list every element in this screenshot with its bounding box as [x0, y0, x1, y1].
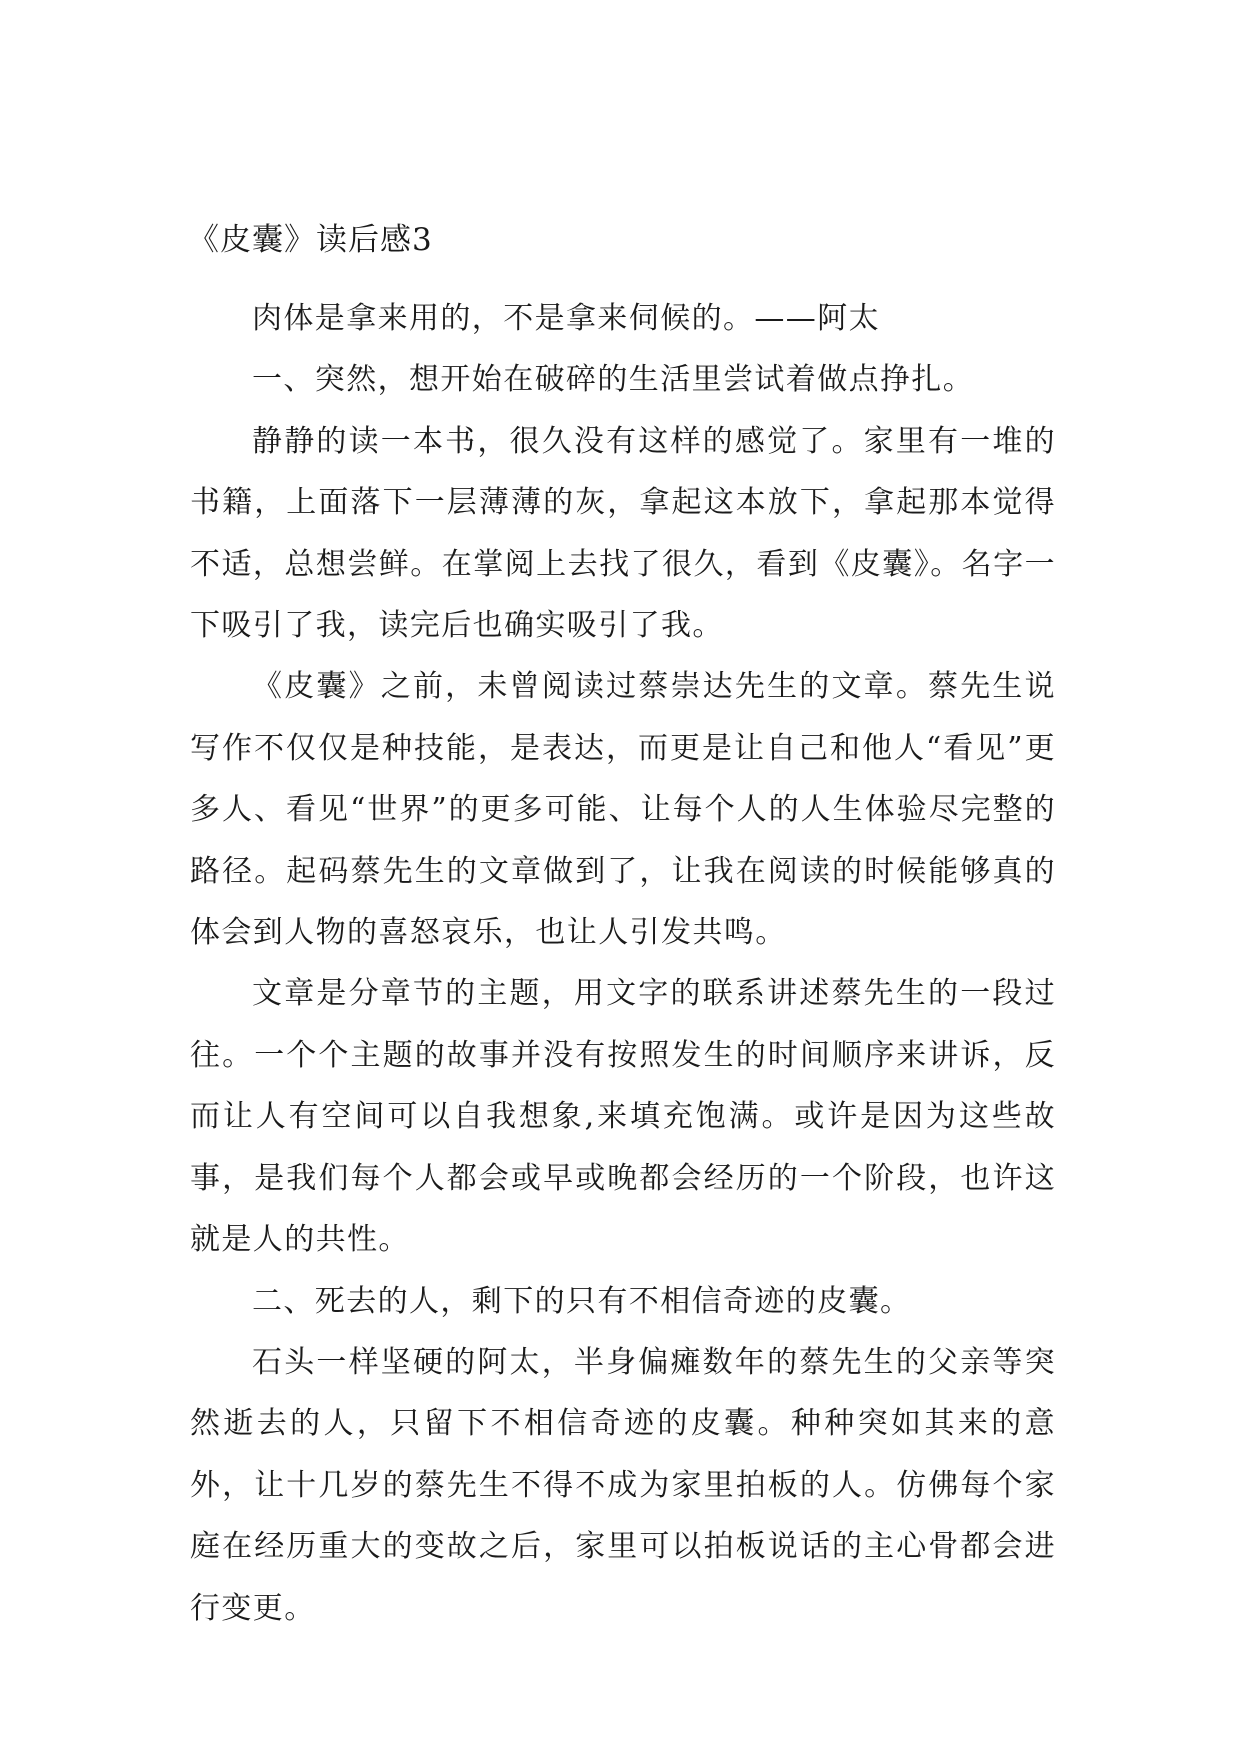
- paragraph: 《皮囊》之前，未曾阅读过蔡崇达先生的文章。蔡先生说写作不仅仅是种技能，是表达，而更是让自己和他人“看见”更多人、看见“世界”的更多可能、让每个人的人生体验尽完整的路径。起码蔡先生的文章做到了，让我在阅读的时候能够真的体会到人物的喜怒哀乐，也让人引发共鸣。: [190, 669, 1056, 951]
- paragraph: 石头一样坚硬的阿太，半身偏瘫数年的蔡先生的父亲等突然逝去的人，只留下不相信奇迹的皮囊。种种突如其来的意外，让十几岁的蔡先生不得不成为家里拍板的人。仿佛每个家庭在经历重大的变故之后，家里可以拍板说话的主心骨都会进行变更。: [190, 1344, 1056, 1626]
- paragraph-section-heading-1: 一、突然，想开始在破碎的生活里尝试着做点挣扎。: [252, 362, 975, 398]
- document-title: 《皮囊》读后感3: [188, 222, 433, 258]
- paragraph-quote: 肉体是拿来用的，不是拿来伺候的。——阿太: [252, 301, 880, 336]
- paragraph: 文章是分章节的主题，用文字的联系讲述蔡先生的一段过往。一个个主题的故事并没有按照发生的时间顺序来讲诉，反而让人有空间可以自我想象,来填充饱满。或许是因为这些故事，是我们每个人都会或早或晚都会经历的一个阶段，也许这就是人的共性。: [190, 976, 1056, 1258]
- document-body: [190, 288, 1056, 1639]
- paragraph: 静静的读一本书，很久没有这样的感觉了。家里有一堆的书籍，上面落下一层薄薄的灰，拿起这本放下，拿起那本觉得不适，总想尝鲜。在掌阅上去找了很久，看到《皮囊》。名字一下吸引了我，读完后也确实吸引了我。: [190, 423, 1056, 644]
- paragraph-section-heading-2: 二、死去的人，剩下的只有不相信奇迹的皮囊。: [252, 1283, 912, 1319]
